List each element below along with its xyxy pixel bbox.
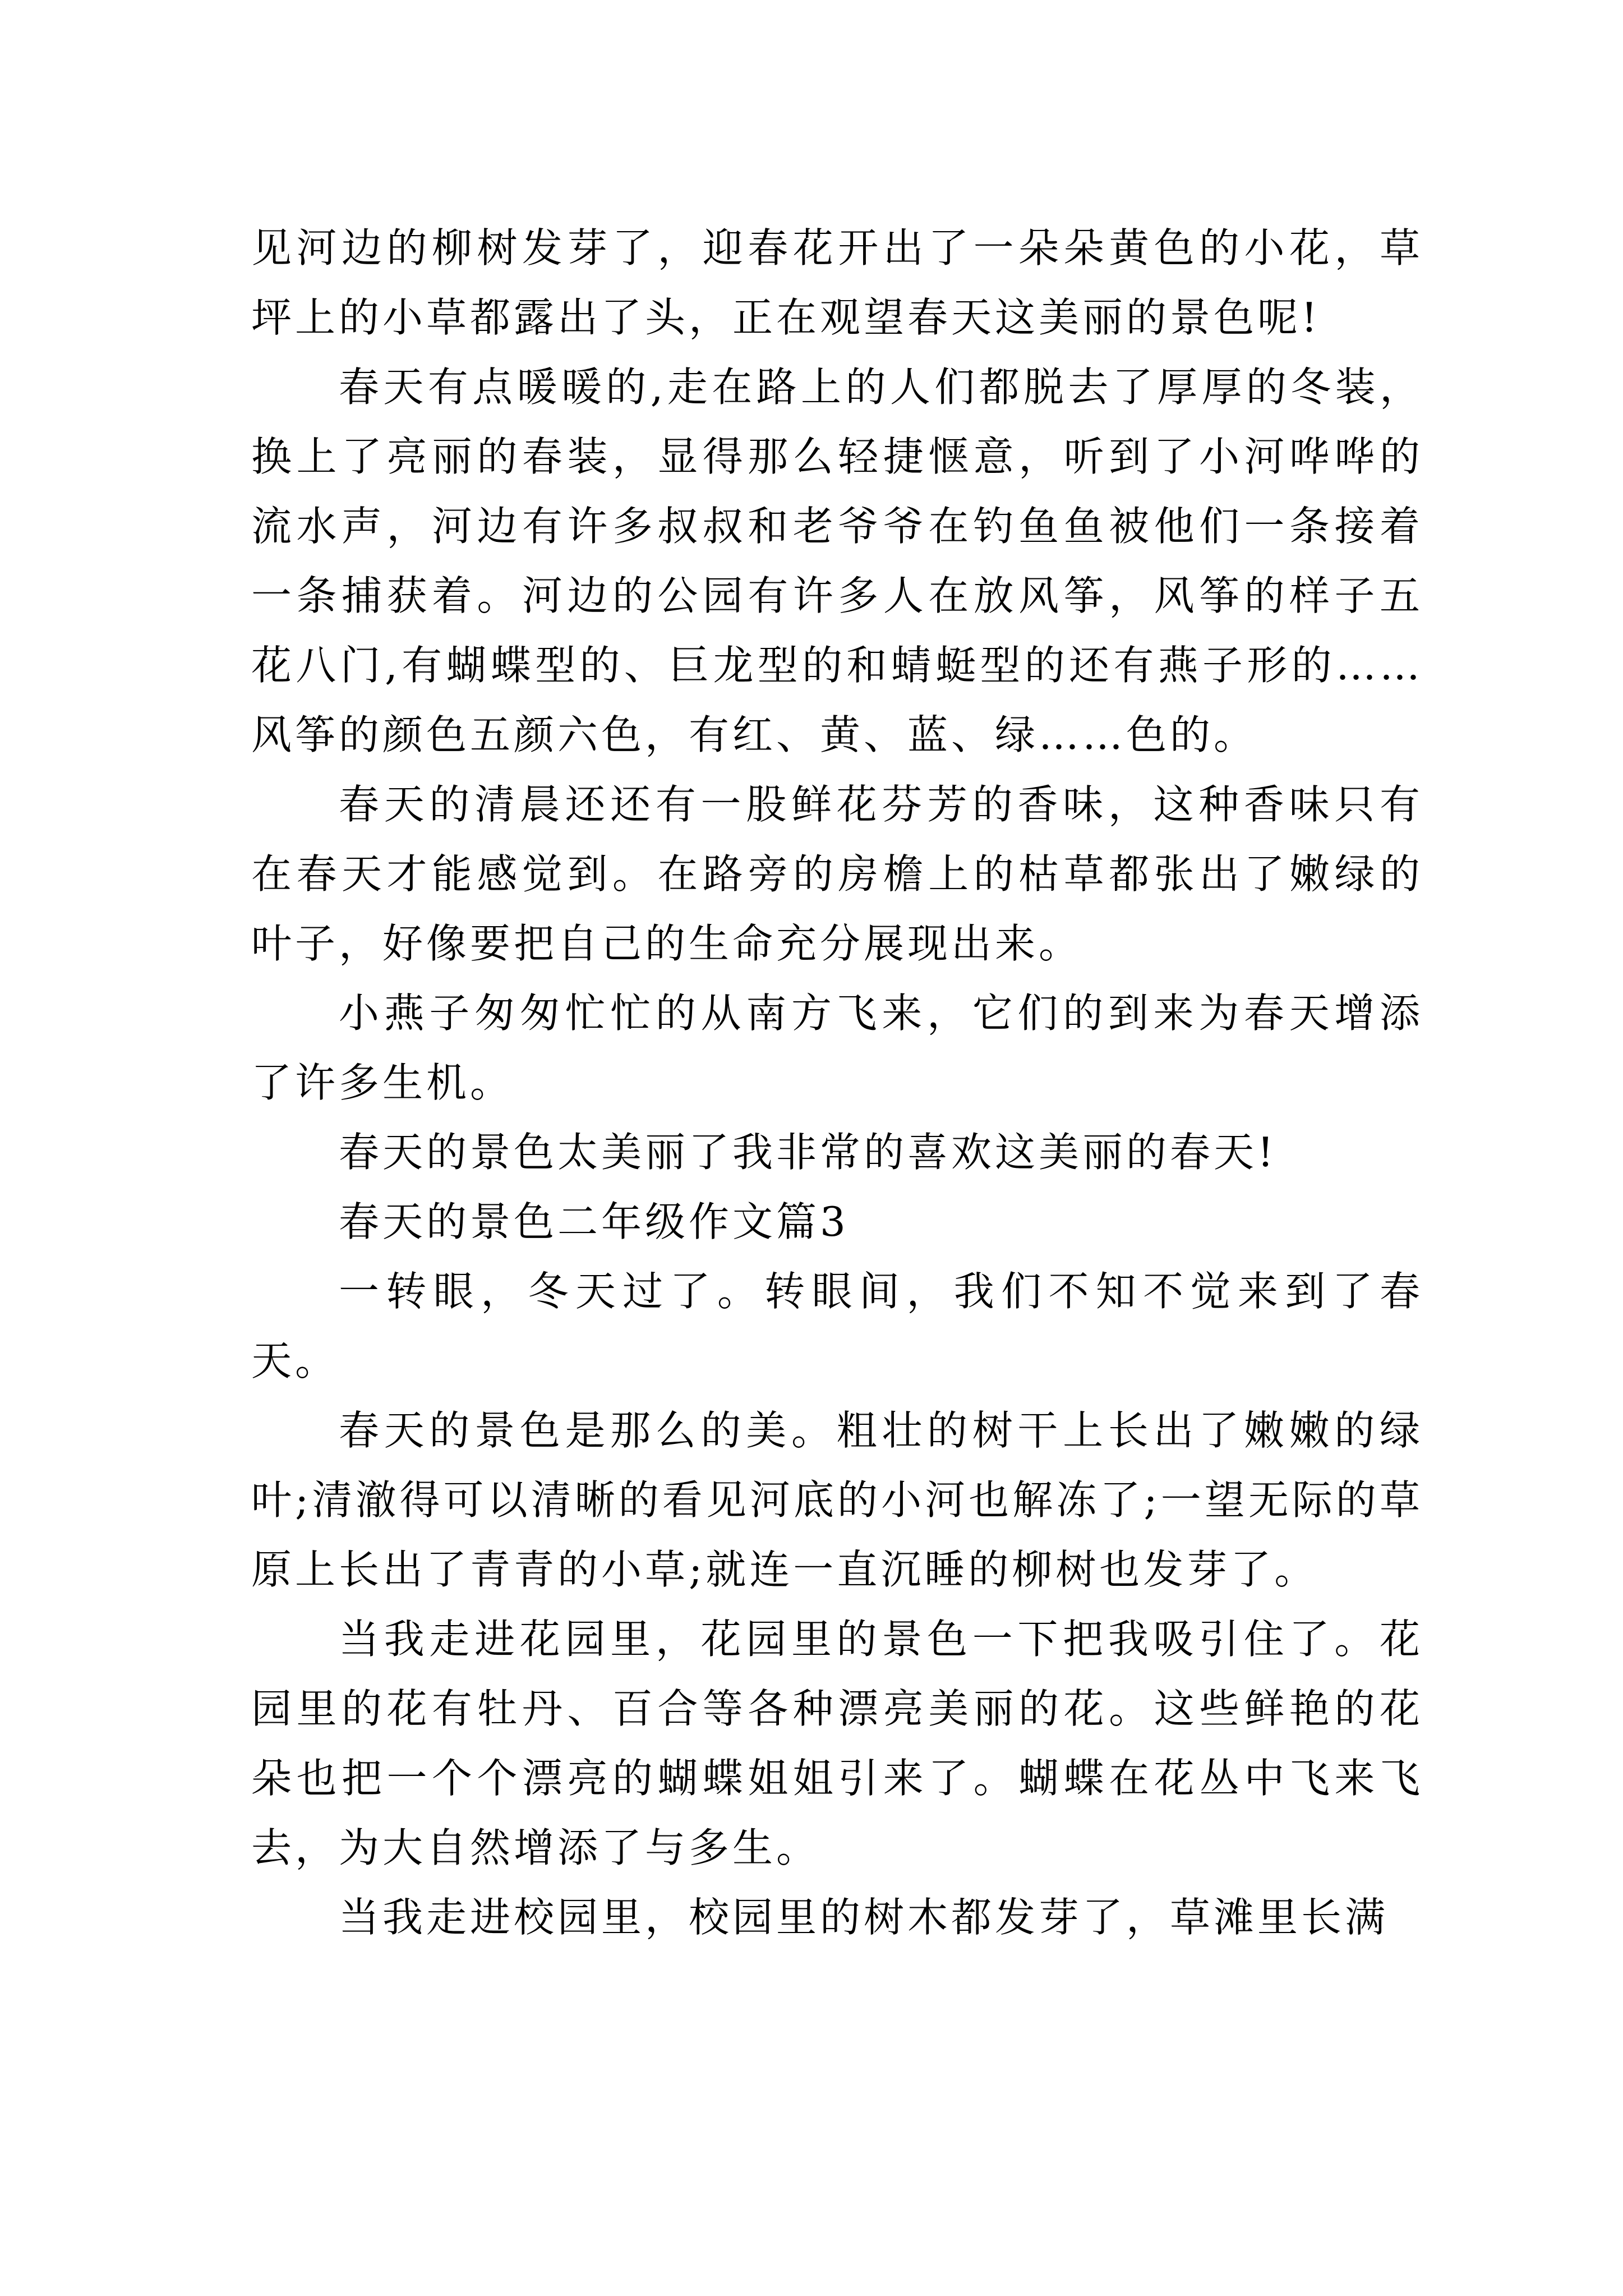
paragraph: 一转眼，冬天过了。转眼间，我们不知不觉来到了春天。 (251, 1268, 1423, 1384)
paragraph: 当我走进花园里，花园里的景色一下把我吸引住了。花园里的花有牡丹、百合等各种漂亮美丽的花。这些鲜艳的花朵也把一个个漂亮的蝴蝶姐姐引来了。蝴蝶在花丛中飞来飞去，为大自然增添了与多生。 (251, 1616, 1423, 1871)
document-body (251, 213, 1423, 1952)
paragraph: 春天有点暖暖的,走在路上的人们都脱去了厚厚的冬装，换上了亮丽的春装，显得那么轻捷惬意，听到了小河哗哗的流水声，河边有许多叔叔和老爷爷在钓鱼鱼被他们一条接着一条捕获着。河边的公园有许多人在放风筝，风筝的样子五花八门,有蝴蝶型的、巨龙型的和蜻蜓型的还有燕子形的……风筝的颜色五颜六色，有红、黄、蓝、绿……色的。 (251, 364, 1423, 758)
paragraph: 春天的清晨还还有一股鲜花芬芳的香味，这种香味只有在春天才能感觉到。在路旁的房檐上的枯草都张出了嫩绿的叶子，好像要把自己的生命充分展现出来。 (251, 781, 1423, 967)
paragraph: 当我走进校园里，校园里的树木都发芽了，草滩里长满 (339, 1894, 1389, 1941)
paragraph: 小燕子匆匆忙忙的从南方飞来，它们的到来为春天增添了许多生机。 (251, 990, 1423, 1106)
paragraph: 春天的景色是那么的美。粗壮的树干上长出了嫩嫩的绿叶;清澈得可以清晰的看见河底的小河也解冻了;一望无际的草原上长出了青青的小草;就连一直沉睡的柳树也发芽了。 (251, 1407, 1423, 1593)
paragraph: 春天的景色太美丽了我非常的喜欢这美丽的春天! (339, 1129, 1277, 1176)
paragraph: 见河边的柳树发芽了，迎春花开出了一朵朵黄色的小花，草坪上的小草都露出了头，正在观望春天这美丽的景色呢! (251, 224, 1423, 341)
section-heading: 春天的景色二年级作文篇3 (339, 1198, 849, 1245)
